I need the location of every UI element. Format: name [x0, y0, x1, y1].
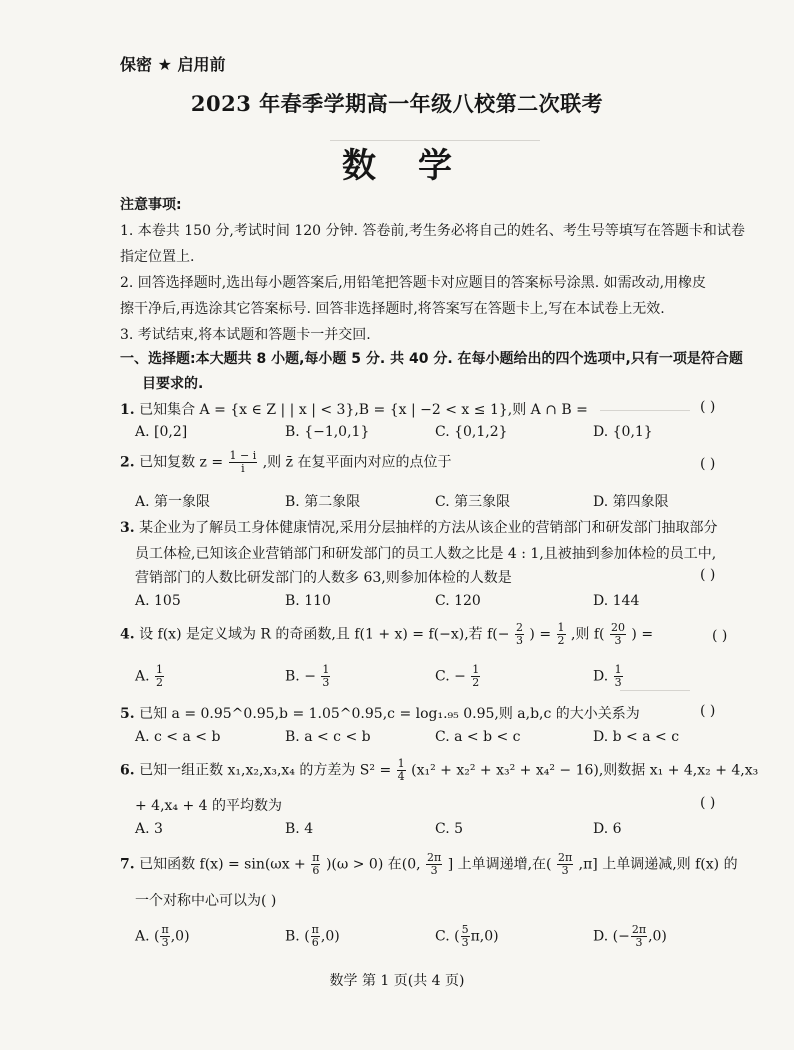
question-3-line2: 员工体检,已知该企业营销部门和研发部门的员工人数之比是 4 : 1,且被抽到参加体检的员工中, — [135, 546, 717, 562]
option-tail: ,0) — [170, 928, 190, 945]
fraction-denominator: 4 — [397, 770, 405, 783]
fraction — [311, 852, 320, 877]
option-label: A. ( — [135, 928, 160, 945]
fraction-numerator: π — [312, 851, 320, 864]
fraction-denominator: 2 — [557, 634, 565, 647]
question-text-mid: ) = — [529, 626, 552, 643]
option-c: C. 第三象限 — [435, 494, 511, 510]
question-text-post: ) = — [631, 626, 654, 643]
fraction — [155, 664, 164, 689]
fraction-numerator: 1 — [557, 621, 565, 634]
fraction — [515, 622, 524, 647]
fraction-numerator: 20 — [610, 621, 625, 634]
subject-title: 数学 — [342, 146, 494, 186]
question-number: 3. — [120, 520, 135, 536]
page-footer: 数学 第 1 页(共 4 页) — [329, 973, 465, 989]
fraction-denominator: 3 — [561, 864, 569, 877]
question-text-mid: )(ω > 0) 在(0, — [325, 856, 421, 873]
fraction-numerator: 1 — [397, 757, 405, 770]
fraction-denominator: 3 — [614, 634, 622, 647]
fraction-numerator: π — [311, 923, 319, 936]
option-tail: ,0) — [648, 928, 667, 945]
option-b — [285, 664, 331, 689]
option-c — [435, 664, 481, 689]
option-c: C. 5 — [435, 821, 464, 837]
question-number: 1. — [120, 402, 135, 418]
answer-paren: ( ) — [700, 399, 716, 415]
notice-item-1-line1: 1. 本卷共 150 分,考试时间 120 分钟. 答卷前,考生务必将自己的姓名、考生号等填写在答题卡和试卷 — [120, 223, 745, 239]
question-7-line1 — [120, 852, 738, 877]
question-7-line2: 一个对称中心可以为( ) — [135, 893, 277, 909]
question-2-stem — [120, 450, 451, 475]
option-label: C. ( — [435, 928, 460, 945]
answer-paren: ( ) — [712, 628, 728, 644]
fraction-numerator: 1 — [156, 663, 164, 676]
fraction-numerator: 1 — [472, 663, 480, 676]
notice-item-2-line2: 擦干净后,再选涂其它答案标号. 回答非选择题时,将答案写在答题卡上,写在本试卷上无效. — [120, 301, 665, 317]
question-text-pre: 已知复数 z = — [139, 454, 224, 471]
question-text-post: ,π] 上单调递减,则 f(x) 的 — [578, 856, 738, 873]
fraction-denominator: 3 — [635, 936, 643, 949]
option-d: D. {0,1} — [593, 424, 653, 440]
fraction-denominator: 3 — [461, 936, 469, 949]
question-text-pre: 设 f(x) 是定义域为 R 的奇函数,且 f(1 + x) = f(−x),若 f(− — [139, 626, 510, 643]
option-d — [593, 664, 624, 689]
option-d: D. 6 — [593, 821, 622, 837]
fraction-denominator: 6 — [312, 864, 320, 877]
option-b: B. 110 — [285, 593, 331, 609]
fraction — [614, 664, 623, 689]
option-d — [593, 924, 667, 949]
fraction — [426, 852, 442, 877]
question-number: 4. — [120, 626, 135, 643]
question-text: 某企业为了解员工身体健康情况,采用分层抽样的方法从该企业的营销部门和研发部门抽取部分 — [139, 520, 718, 536]
notice-item-1-line2: 指定位置上. — [120, 249, 195, 265]
option-b: B. a < c < b — [285, 729, 371, 745]
question-6-line1 — [120, 758, 758, 783]
option-c — [435, 924, 499, 949]
fraction-denominator: 2 — [156, 676, 164, 689]
question-text: 已知 a = 0.95^0.95,b = 1.05^0.95,c = log₁.₉₅ 0.95,则 a,b,c 的大小关系为 — [139, 706, 640, 722]
option-b — [285, 924, 340, 949]
option-d: D. 144 — [593, 593, 640, 609]
fraction-denominator: 2 — [472, 676, 480, 689]
option-b: B. {−1,0,1} — [285, 424, 370, 440]
option-a — [135, 664, 165, 689]
option-a: A. 3 — [135, 821, 163, 837]
question-text-post: (x₁² + x₂² + x₃² + x₄² − 16),则数据 x₁ + 4,x₂ + 4,x₃ — [411, 762, 759, 779]
answer-paren: ( ) — [700, 795, 716, 811]
fraction — [397, 758, 406, 783]
question-text-pre: 已知一组正数 x₁,x₂,x₃,x₄ 的方差为 S² = — [139, 762, 392, 779]
fraction-denominator: 3 — [322, 676, 330, 689]
option-label: D. (− — [593, 928, 630, 945]
fraction-numerator: 2 — [515, 621, 523, 634]
question-text-mid2: ] 上单调递增,在( — [447, 856, 552, 873]
question-text-mid2: ,则 f( — [570, 626, 605, 643]
question-number: 6. — [120, 762, 135, 779]
fraction-numerator: 2π — [427, 851, 442, 864]
option-c: C. 120 — [435, 593, 481, 609]
option-b: B. 4 — [285, 821, 314, 837]
fraction-numerator: 5 — [461, 923, 469, 936]
fraction-numerator: 1 — [322, 663, 330, 676]
question-text: 已知集合 A = {x ∈ Z | | x | < 3},B = {x | −2 < x ≤ 1},则 A ∩ B = — [139, 402, 588, 418]
fraction — [321, 664, 330, 689]
bleed-through-mark — [620, 690, 690, 691]
question-text-post: ,则 z̄ 在复平面内对应的点位于 — [262, 454, 452, 471]
fraction-numerator: 2π — [631, 923, 647, 936]
fraction-numerator: 1 − i — [229, 449, 257, 462]
question-1-stem — [120, 399, 588, 419]
fraction — [557, 852, 573, 877]
notice-item-3: 3. 考试结束,将本试题和答题卡一并交回. — [120, 327, 371, 343]
question-3-line3: 营销部门的人数比研发部门的人数多 63,则参加体检的人数是 — [135, 570, 512, 586]
fraction-denominator: 6 — [311, 936, 319, 949]
question-number: 2. — [120, 454, 135, 471]
option-b: B. 第二象限 — [285, 494, 361, 510]
question-number: 5. — [120, 706, 135, 722]
option-tail: ,0) — [320, 928, 340, 945]
section-heading-line2: 目要求的. — [142, 376, 204, 392]
question-4-stem — [120, 622, 653, 647]
question-text-pre: 已知函数 f(x) = sin(ωx + — [139, 856, 306, 873]
confidential-label: 保密 ★ 启用前 — [120, 55, 226, 74]
notice-heading: 注意事项: — [120, 197, 182, 213]
option-label: C. − — [435, 668, 466, 685]
fraction — [311, 924, 320, 949]
fraction-denominator: 3 — [614, 676, 622, 689]
fraction — [610, 622, 626, 647]
fraction-numerator: 2π — [557, 851, 573, 864]
option-a: A. 105 — [135, 593, 181, 609]
fraction — [229, 450, 258, 475]
fraction-numerator: π — [161, 923, 169, 936]
question-5-stem — [120, 703, 640, 723]
option-c: C. {0,1,2} — [435, 424, 508, 440]
fraction-denominator: 3 — [161, 936, 169, 949]
question-3-line1 — [120, 517, 718, 537]
answer-paren: ( ) — [700, 567, 716, 583]
option-label: A. — [135, 668, 150, 685]
question-number: 7. — [120, 856, 135, 873]
option-label: B. ( — [285, 928, 310, 945]
bleed-through-mark — [600, 410, 690, 411]
option-a: A. c < a < b — [135, 729, 221, 745]
exam-title: 2023 年春季学期高一年级八校第二次联考 — [190, 91, 604, 116]
option-d: D. b < a < c — [593, 729, 680, 745]
fraction — [160, 924, 169, 949]
option-tail: π,0) — [470, 928, 499, 945]
option-c: C. a < b < c — [435, 729, 521, 745]
notice-item-2-line1: 2. 回答选择题时,选出每小题答案后,用铅笔把答题卡对应题目的答案标号涂黑. 如需改动,用橡皮 — [120, 275, 707, 291]
option-label: B. − — [285, 668, 316, 685]
fraction — [471, 664, 480, 689]
answer-paren: ( ) — [700, 703, 716, 719]
fraction — [631, 924, 647, 949]
fraction-numerator: 1 — [614, 663, 622, 676]
question-6-line2: + 4,x₄ + 4 的平均数为 — [135, 798, 283, 814]
option-a — [135, 924, 190, 949]
section-heading-line1: 一、选择题:本大题共 8 小题,每小题 5 分. 共 40 分. 在每小题给出的四个选项中,只有一项是符合题 — [120, 351, 743, 367]
option-a: A. [0,2] — [135, 424, 188, 440]
fraction — [461, 924, 470, 949]
fraction-denominator: i — [241, 462, 245, 475]
fraction-denominator: 3 — [515, 634, 523, 647]
option-d: D. 第四象限 — [593, 494, 669, 510]
option-label: D. — [593, 668, 609, 685]
answer-paren: ( ) — [700, 456, 716, 472]
option-a: A. 第一象限 — [135, 494, 211, 510]
fraction-denominator: 3 — [430, 864, 438, 877]
fraction — [557, 622, 566, 647]
